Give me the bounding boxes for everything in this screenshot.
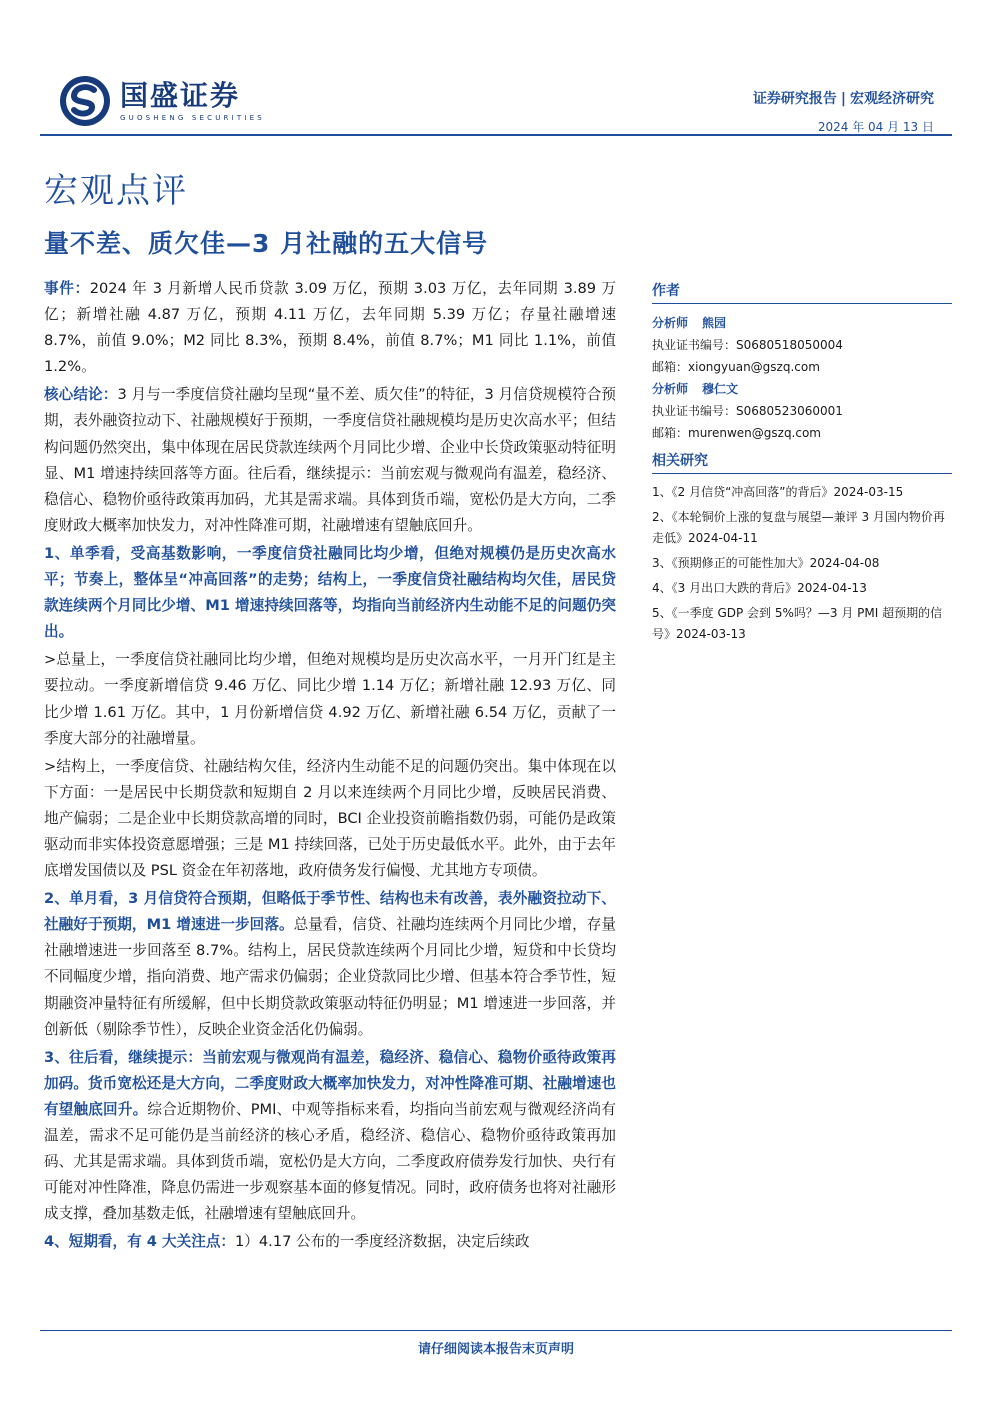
report-type-label: 证券研究报告 [752, 91, 837, 107]
event-paragraph [44, 276, 616, 380]
core-paragraph [44, 382, 616, 539]
core-body: 3 月与一季度信贷社融均呈现“量不差、质欠佳”的特征，3 月信贷规模符合预期，表外融资拉动下、社融规模好于预期，一季度信贷社融规模均是历史次高水平；但结构问题仍然突出，集中体现在居民贷款连续两个月同比少增、企业中长贷政策驱动特征明显、M1 增速持续回落等方面。往后看，继续提示：当前宏观与微观尚有温差，稳经济、稳信心、稳物价亟待政策再加码，尤其是需求端。具体到货币端，宽松仍是大方向，二季度财政大概率加快发力，对冲性降准可期，社融增速有望触底回升。 [44, 386, 616, 534]
report-sub-label: 宏观经济研究 [850, 91, 934, 107]
related-item[interactable]: 5、《一季度 GDP 会到 5%吗？—3 月 PMI 超预期的信号》2024-03-13 [652, 606, 943, 641]
report-meta [753, 88, 934, 135]
event-body: 2024 年 3 月新增人民币贷款 3.09 万亿，预期 3.03 万亿，去年同期 3.89 万亿；新增社融 4.87 万亿，预期 4.11 万亿，去年同期 5.39 万亿；存量社融增速 8.7%，前值 9.0%；M2 同比 8.3%，预期 8.4%，前值 8.7%；M1 同比 1.1%，前值 1.2%。 [44, 280, 616, 376]
author-name: 穆仁文 [702, 382, 739, 396]
main-body [44, 276, 616, 1257]
event-lead: 事件： [44, 280, 90, 297]
author-email[interactable]: xiongyuan@gszq.com [688, 360, 820, 374]
section-title: 宏观点评 [44, 171, 188, 211]
author-block-1 [652, 312, 952, 378]
footer-divider [40, 1330, 952, 1331]
header-divider [40, 134, 952, 136]
point-4-body: 1）4.17 公布的一季度经济数据，决定后续政 [235, 1233, 530, 1251]
author-heading: 作者 [652, 280, 952, 304]
author-block-2 [652, 378, 952, 444]
point-2-paragraph [44, 886, 616, 1043]
point-2-body: 总量看，信贷、社融均连续两个月同比少增，存量社融增速进一步回落至 8.7%。结构上，居民贷款连续两个月同比少增，短贷和中长贷均不同幅度少增，指向消费、地产需求仍偏弱；企业贷款同比少增、但基本符合季节性，短期融资冲量特征有所缓解，但中长期贷款政策驱动特征仍明显；M1 增速进一步回落，并创新低（剔除季节性），反映企业资金活化仍偏弱。 [44, 916, 616, 1038]
related-item[interactable]: 1、《2 月信贷“冲高回落”的背后》2024-03-15 [652, 485, 904, 499]
point-3-paragraph [44, 1045, 616, 1228]
point-1a: >总量上，一季度信贷社融同比均少增，但绝对规模均是历史次高水平，一月开门红是主要拉动。一季度新增信贷 9.46 万亿、同比少增 1.14 万亿；新增社融 12.93 万亿、同比少增 1.61 万亿。其中，1 月份新增信贷 4.92 万亿、新增社融 6.54 万亿，贡献了一季度大部分的社融增量。 [44, 651, 616, 747]
point-4-heading: 4、短期看，有 4 大关注点： [44, 1233, 236, 1251]
related-item[interactable]: 4、《3 月出口大跌的背后》2024-04-13 [652, 581, 867, 595]
cert-label: 执业证书编号： [652, 404, 737, 418]
page-title: 量不差、质欠佳—3 月社融的五大信号 [44, 229, 489, 258]
point-2-heading: 2、单月看，3 月信贷符合预期，但略低于季节性、结构也未有改善，表外融资拉动下、社融好于预期，M1 增速进一步回落。 [44, 890, 616, 934]
guosheng-logo-icon [58, 74, 112, 128]
cert-label: 执业证书编号： [652, 338, 737, 352]
footer-disclaimer: 请仔细阅读本报告末页声明 [417, 1342, 574, 1357]
email-label: 邮箱： [652, 426, 689, 440]
author-title: 分析师 [652, 316, 689, 330]
point-3-body: 综合近期物价、PMI、中观等指标来看，均指向当前宏观与微观经济尚有温差，需求不足可能仍是当前经济的核心矛盾，稳经济、稳信心、稳物价亟待政策再加码、尤其是需求端。具体到货币端，宽松仍是大方向，二季度政府债券发行加快、央行有可能对冲性降准，降息仍需进一步观察基本面的修复情况。同时，政府债务也将对社融形成支撑，叠加基数走低，社融增速有望触底回升。 [44, 1100, 616, 1223]
cert-number: S0680518050004 [736, 338, 843, 352]
point-3-heading: 3、往后看，继续提示：当前宏观与微观尚有温差，稳经济、稳信心、稳物价亟待政策再加码。货币宽松还是大方向，二季度财政大概率加快发力，对冲性降准可期、社融增速也有望触底回升。 [44, 1048, 616, 1118]
point-1-heading: 1、单季看，受高基数影响，一季度信贷社融同比均少增，但绝对规模仍是历史次高水平；节奏上，整体呈“冲高回落”的走势；结构上，一季度信贷社融结构均欠佳，居民贷款连续两个月同比少增、M1 增速持续回落等，均指向当前经济内生动能不足的问题仍突出。 [44, 544, 616, 641]
company-logo [58, 74, 265, 128]
email-label: 邮箱： [652, 360, 689, 374]
report-type [753, 88, 934, 108]
logo-name-cn: 国盛证券 [120, 79, 241, 112]
related-heading: 相关研究 [652, 450, 952, 474]
divider: | [840, 91, 846, 107]
author-email[interactable]: murenwen@gszq.com [688, 426, 821, 440]
author-name: 熊园 [702, 316, 727, 330]
sidebar [652, 280, 952, 649]
related-item[interactable]: 2、《本轮铜价上涨的复盘与展望—兼评 3 月国内物价再走低》2024-04-11 [652, 510, 945, 545]
point-1b: >结构上，一季度信贷、社融结构欠佳，经济内生动能不足的问题仍突出。集中体现在以下方面：一是居民中长期贷款和短期自 2 月以来连续两个月同比少增，反映居民消费、地产偏弱；二是企业中长期贷款高增的同时，BCI 企业投资前瞻指数仍弱，可能仍是政策驱动而非实体投资意愿增强；三是 M1 持续回落，已处于历史最低水平。此外，由于去年底增发国债以及 PSL 资金在年初落地，政府债务发行偏慢、尤其地方专项债。 [44, 757, 616, 880]
point-4-paragraph [44, 1229, 616, 1255]
logo-name-en: GUOSHENG SECURITIES [120, 114, 265, 122]
cert-number: S0680523060001 [736, 404, 843, 418]
report-date: 2024 年 04 月 13 日 [817, 120, 934, 134]
related-item[interactable]: 3、《预期修正的可能性加大》2024-04-08 [652, 556, 880, 570]
author-title: 分析师 [652, 382, 689, 396]
core-lead: 核心结论： [44, 386, 118, 404]
